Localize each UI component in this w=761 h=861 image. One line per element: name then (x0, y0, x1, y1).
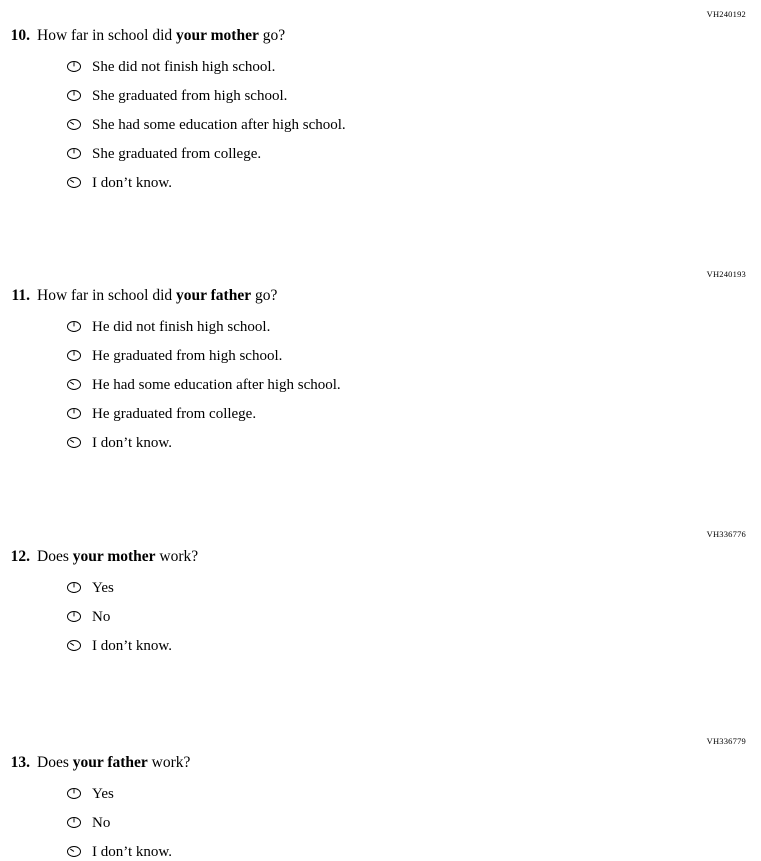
option-item[interactable] (0, 785, 761, 803)
radio-bubble-icon[interactable] (67, 788, 81, 799)
question-block-13 (0, 736, 761, 861)
question-number: 12. (10, 548, 30, 565)
option-item[interactable] (0, 405, 761, 423)
radio-bubble-icon[interactable] (67, 582, 81, 593)
question-prompt-part2: work? (147, 754, 191, 771)
question-text (0, 754, 761, 773)
option-item[interactable] (0, 116, 761, 134)
option-label: She had some education after high school. (92, 116, 346, 133)
question-block-10 (0, 9, 761, 192)
radio-bubble-icon[interactable] (67, 817, 81, 828)
options-list-13 (0, 785, 761, 861)
question-block-11 (0, 269, 761, 452)
option-label: She graduated from high school. (92, 87, 288, 104)
option-label: Yes (92, 785, 114, 802)
radio-bubble-icon[interactable] (67, 408, 81, 419)
option-label: Yes (92, 579, 114, 596)
option-item[interactable] (0, 608, 761, 626)
option-item[interactable] (0, 376, 761, 394)
question-prompt-emphasis: your father (176, 287, 252, 304)
item-code: VH240193 (706, 269, 746, 279)
radio-bubble-icon[interactable] (67, 90, 81, 101)
options-list-11 (0, 318, 761, 452)
radio-bubble-icon[interactable] (67, 846, 81, 857)
question-prompt-part1: How far in school did (37, 287, 177, 304)
option-item[interactable] (0, 174, 761, 192)
radio-bubble-icon[interactable] (67, 350, 81, 361)
item-code: VH240192 (706, 9, 746, 19)
option-label: No (92, 608, 111, 625)
question-prompt (37, 548, 198, 567)
question-number: 13. (10, 754, 30, 771)
item-code: VH336776 (706, 529, 746, 539)
question-prompt-part2: go? (258, 27, 286, 44)
question-prompt (37, 287, 277, 306)
question-block-12 (0, 529, 761, 655)
option-item[interactable] (0, 579, 761, 597)
question-prompt (37, 27, 285, 46)
radio-bubble-icon[interactable] (67, 148, 81, 159)
question-prompt-emphasis: your mother (176, 27, 259, 44)
question-text (0, 287, 761, 306)
radio-bubble-icon[interactable] (67, 321, 81, 332)
option-label: I don’t know. (92, 843, 172, 860)
question-prompt-emphasis: your father (72, 754, 148, 771)
radio-bubble-icon[interactable] (67, 177, 81, 188)
radio-bubble-icon[interactable] (67, 379, 81, 390)
question-number: 11. (11, 287, 30, 304)
question-number: 10. (10, 27, 30, 44)
question-text (0, 27, 761, 46)
question-prompt-part2: go? (251, 287, 278, 304)
option-item[interactable] (0, 318, 761, 336)
question-prompt-part2: work? (155, 548, 199, 565)
question-prompt-part1: Does (37, 548, 73, 565)
option-item[interactable] (0, 434, 761, 452)
options-list-10 (0, 58, 761, 192)
radio-bubble-icon[interactable] (67, 61, 81, 72)
question-prompt-part1: How far in school did (37, 27, 177, 44)
option-label: He did not finish high school. (92, 318, 271, 335)
question-prompt (37, 754, 190, 773)
radio-bubble-icon[interactable] (67, 119, 81, 130)
options-list-12 (0, 579, 761, 655)
option-item[interactable] (0, 87, 761, 105)
radio-bubble-icon[interactable] (67, 437, 81, 448)
option-label: I don’t know. (92, 637, 172, 654)
question-text (0, 548, 761, 567)
option-label: He graduated from college. (92, 405, 257, 422)
option-item[interactable] (0, 637, 761, 655)
question-prompt-emphasis: your mother (72, 548, 156, 565)
option-item[interactable] (0, 814, 761, 832)
item-code: VH336779 (706, 736, 746, 746)
question-prompt-part1: Does (37, 754, 73, 771)
option-item[interactable] (0, 843, 761, 861)
option-label: She did not finish high school. (92, 58, 276, 75)
option-item[interactable] (0, 145, 761, 163)
radio-bubble-icon[interactable] (67, 640, 81, 651)
option-item[interactable] (0, 347, 761, 365)
option-label: He graduated from high school. (92, 347, 283, 364)
option-label: He had some education after high school. (92, 376, 341, 393)
option-label: I don’t know. (92, 174, 172, 191)
radio-bubble-icon[interactable] (67, 611, 81, 622)
option-label: I don’t know. (92, 434, 172, 451)
option-label: No (92, 814, 111, 831)
option-item[interactable] (0, 58, 761, 76)
option-label: She graduated from college. (92, 145, 262, 162)
